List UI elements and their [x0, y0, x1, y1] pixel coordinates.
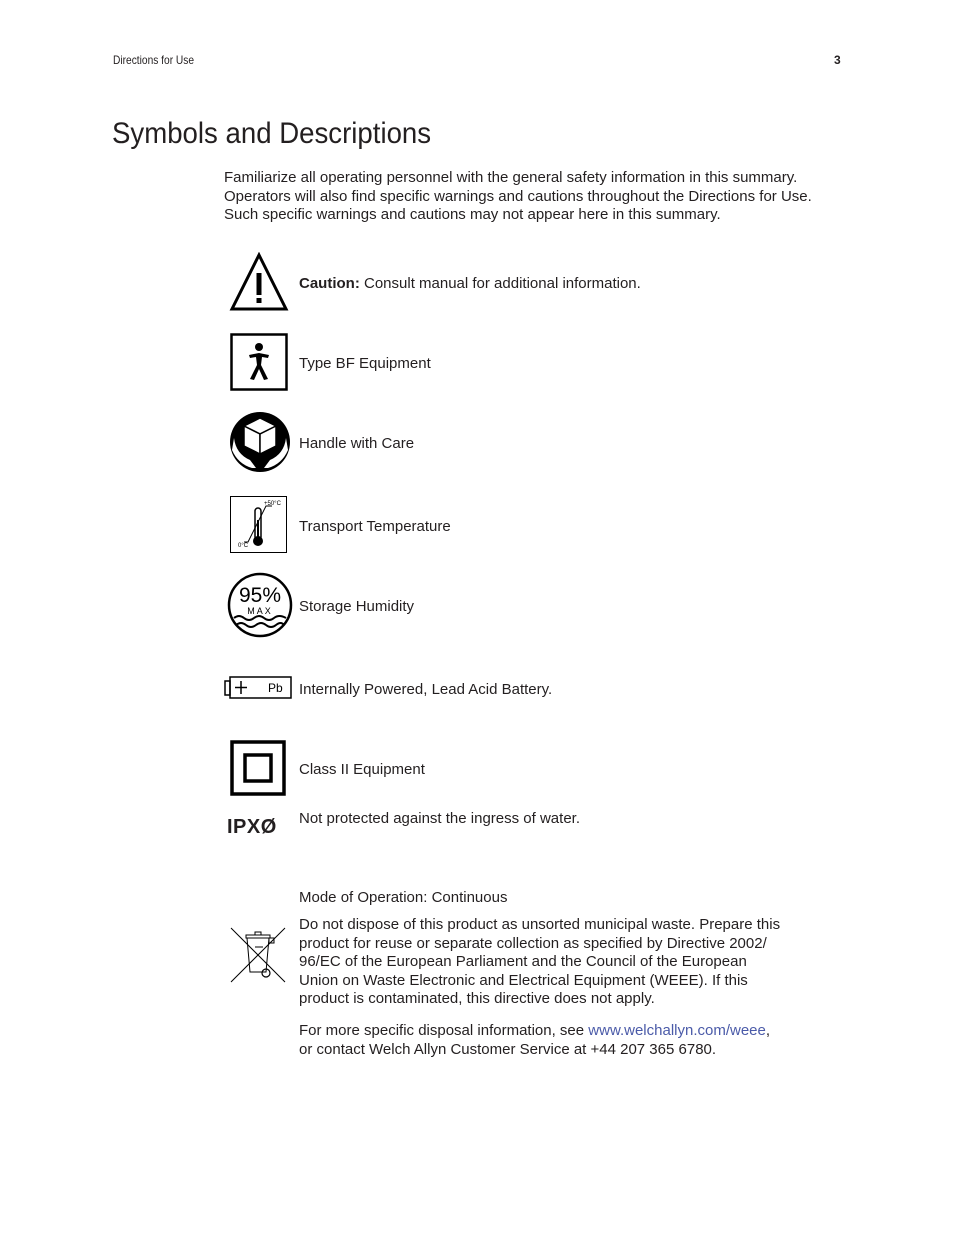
caution-triangle-icon [229, 252, 289, 312]
hands-box-icon [228, 410, 292, 474]
weee-line: product is contaminated, this directive does not apply. [299, 990, 655, 1007]
running-header: Directions for Use [113, 53, 195, 67]
caution-description [299, 274, 641, 293]
page-number: 3 [834, 53, 841, 67]
disposal-prefix: For more specific disposal information, see [299, 1022, 589, 1039]
ipx-label: IPXØ [227, 816, 277, 838]
weee-paragraph [299, 916, 819, 1009]
disposal-line-1 [299, 1022, 819, 1041]
weee-link[interactable]: www.welchallyn.com/weee [588, 1022, 766, 1039]
weee-line: Union on Waste Electronic and Electrical Equipment (WEEE). If this [299, 971, 748, 989]
humidity-max-label: MAX [247, 606, 273, 616]
ipx-text: Not protected against the ingress of water. [299, 810, 580, 827]
intro-line: Such specific warnings and cautions may not appear here in this summary. [224, 206, 721, 223]
type-bf-text: Type BF Equipment [299, 355, 431, 372]
disposal-info-paragraph [299, 1022, 819, 1059]
page-title: Symbols and Descriptions [112, 117, 432, 150]
intro-paragraph [224, 169, 844, 225]
disposal-suffix: , [765, 1022, 771, 1039]
crossed-bin-icon [229, 926, 287, 984]
humidity-icon [227, 572, 293, 638]
weee-line: 96/EC of the European Parliament and the Council of the European [299, 953, 747, 970]
battery-label: Pb [268, 681, 283, 695]
class-ii-text: Class II Equipment [299, 761, 425, 778]
disposal-line-2: or contact Welch Allyn Customer Service at +44 207 365 6780. [299, 1040, 717, 1058]
thermometer-icon [230, 496, 287, 553]
storage-humidity-text: Storage Humidity [299, 598, 415, 615]
humidity-value: 95% [238, 584, 282, 607]
temp-upper-label: +50°C [264, 501, 281, 507]
handle-with-care-text: Handle with Care [299, 435, 415, 452]
double-square-icon [230, 740, 286, 796]
weee-line: Do not dispose of this product as unsorted municipal waste. Prepare this [299, 916, 781, 933]
type-bf-person-icon [230, 333, 288, 391]
caution-text: Consult manual for additional information. [359, 275, 641, 292]
weee-line: product for reuse or separate collection as specified by Directive 2002/ [299, 934, 767, 952]
caution-label: Caution: [299, 275, 360, 292]
battery-icon [224, 676, 294, 700]
intro-line: Operators will also find specific warnings and cautions throughout the Directions for Use. [224, 187, 812, 205]
temp-lower-label: 0°C [238, 543, 249, 549]
battery-text: Internally Powered, Lead Acid Battery. [299, 681, 553, 698]
transport-temperature-text: Transport Temperature [299, 518, 451, 535]
intro-line: Familiarize all operating personnel with the general safety information in this summary. [224, 169, 798, 186]
mode-of-operation-text: Mode of Operation: Continuous [299, 889, 508, 906]
